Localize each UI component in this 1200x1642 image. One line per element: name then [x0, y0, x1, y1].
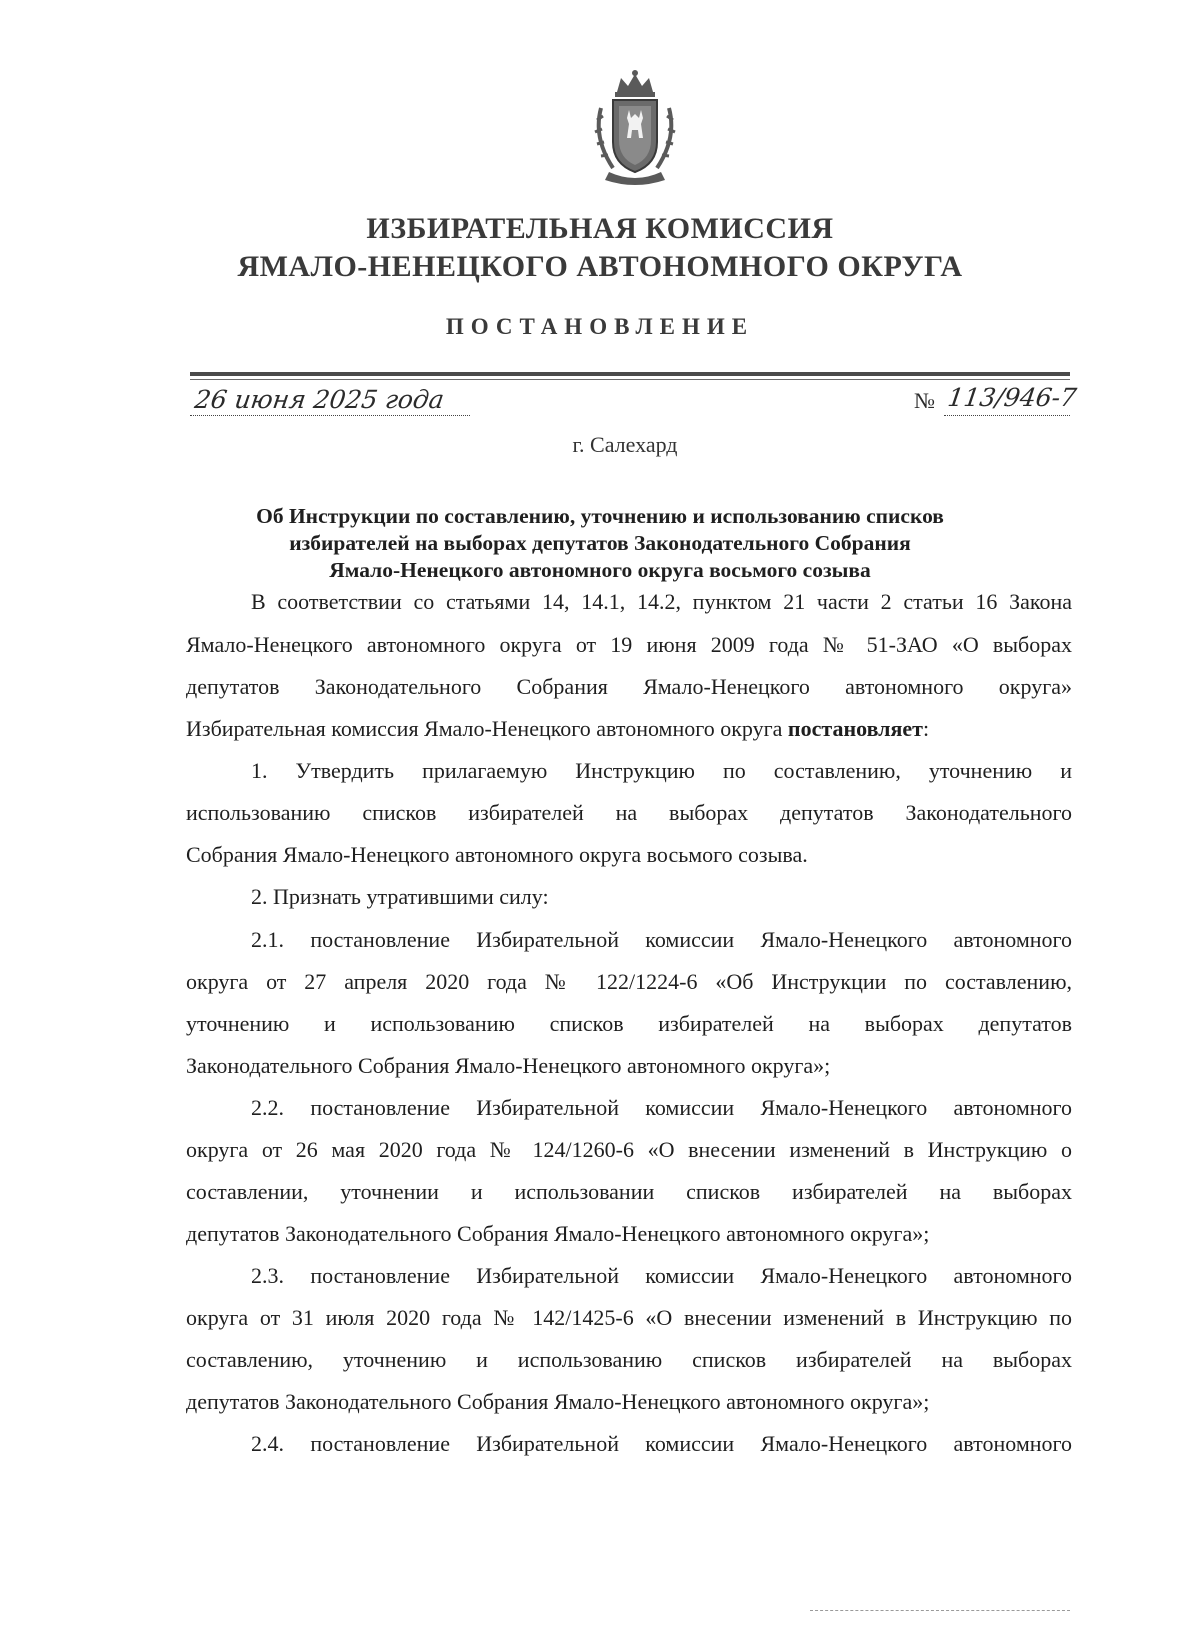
preamble-text: Избирательная комиссия Ямало-Ненецкого автономного округа [186, 716, 788, 741]
body-line: В соответствии со статьями 14, 14.1, 14.2, пунктом 21 части 2 статьи 16 Закона [251, 589, 1072, 614]
body-line: составлению, уточнению и использованию списков избирателей на выборах [186, 1347, 1072, 1372]
body-line: 2. Признать утратившими силу: [251, 884, 549, 909]
body-line: округа от 31 июля 2020 года № 142/1425-6 «О внесении изменений в Инструкцию по [186, 1305, 1072, 1330]
coat-of-arms-emblem [583, 68, 687, 186]
resolution-verb: постановляет [787, 716, 923, 741]
body-line: Ямало-Ненецкого автономного округа от 19 июня 2009 года № 51-ЗАО «О выборах [186, 632, 1072, 657]
organization-name-line1: ИЗБИРАТЕЛЬНАЯ КОМИССИЯ [366, 212, 834, 245]
body-line: использованию списков избирателей на выборах депутатов Законодательного [186, 800, 1072, 825]
body-line: депутатов Законодательного Собрания Ямало-Ненецкого автономного округа»; [186, 1389, 930, 1414]
document-date: 26 июня 2025 года [192, 385, 446, 414]
body-line: составлении, уточнении и использовании списков избирателей на выборах [186, 1179, 1072, 1204]
body-line: депутатов Законодательного Собрания Ямало-Ненецкого автономного округа» [186, 674, 1072, 699]
number-underline [944, 415, 1070, 416]
body-line: депутатов Законодательного Собрания Ямало-Ненецкого автономного округа»; [186, 1221, 930, 1246]
document-title-line: избирателей на выборах депутатов Законодательного Собрания [289, 531, 911, 555]
organization-name-line2: ЯМАЛО-НЕНЕЦКОГО АВТОНОМНОГО ОКРУГА [237, 250, 963, 283]
body-line: 2.4. постановление Избирательной комиссии Ямало-Ненецкого автономного [251, 1431, 1072, 1456]
body-line: уточнению и использованию списков избирателей на выборах депутатов [186, 1011, 1072, 1036]
document-number: 113/946-7 [945, 383, 1079, 412]
body-line: округа от 27 апреля 2020 года № 122/1224-6 «Об Инструкции по составлению, [186, 969, 1072, 994]
body-line: 2.1. постановление Избирательной комиссии Ямало-Ненецкого автономного [251, 927, 1072, 952]
preamble-colon: : [922, 716, 930, 741]
body-line: округа от 26 мая 2020 года № 124/1260-6 «О внесении изменений в Инструкцию о [186, 1137, 1072, 1162]
city: г. Салехард [572, 432, 678, 457]
body-line [186, 716, 1072, 742]
date-underline [190, 415, 470, 416]
body-line: Собрания Ямало-Ненецкого автономного округа восьмого созыва. [186, 842, 808, 867]
body-line: Законодательного Собрания Ямало-Ненецкого автономного округа»; [186, 1053, 831, 1078]
document-title-line: Об Инструкции по составлению, уточнению и использованию списков [256, 504, 944, 528]
header-rule-thin [190, 379, 1070, 380]
body-line: 2.2. постановление Избирательной комиссии Ямало-Ненецкого автономного [251, 1095, 1072, 1120]
header-rule-thick [190, 372, 1070, 376]
body-line: 2.3. постановление Избирательной комиссии Ямало-Ненецкого автономного [251, 1263, 1072, 1288]
document-type: ПОСТАНОВЛЕНИЕ [445, 314, 755, 339]
number-sign: № [914, 388, 935, 413]
document-title-line: Ямало-Ненецкого автономного округа восьмого созыва [329, 558, 871, 582]
footer-mark [810, 1610, 1070, 1611]
body-line: 1. Утвердить прилагаемую Инструкцию по составлению, уточнению и [251, 758, 1072, 783]
